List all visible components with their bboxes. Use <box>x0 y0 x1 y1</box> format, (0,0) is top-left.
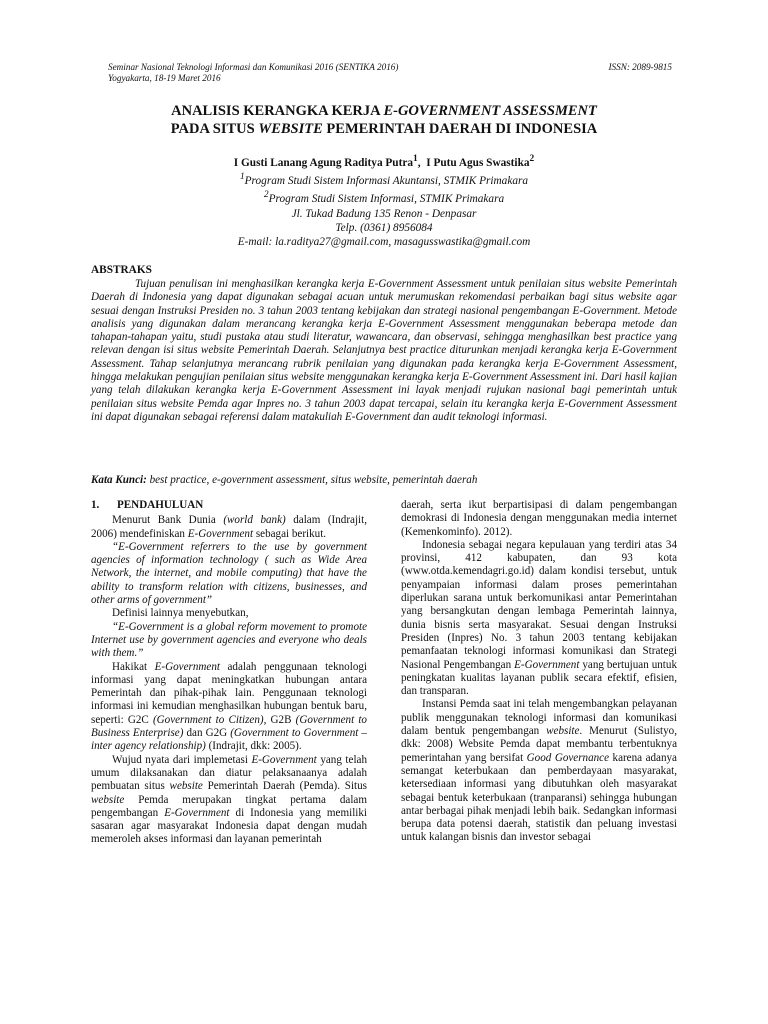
title-text: PADA SITUS <box>170 121 259 137</box>
affiliation-1 <box>0 170 768 188</box>
title-line-1 <box>0 102 768 120</box>
affiliation-text: Program Studi Sistem Informasi Akuntansi, STMIK Primakara <box>244 174 529 187</box>
affiliation-sup: 1 <box>239 172 245 183</box>
quote-2: “E-Government is a global reform movement to promote Internet use by government agencies and everyone who deals with them.” <box>91 620 367 660</box>
text: dalam (Indrajit, 2006) mendefiniskan <box>91 514 367 540</box>
keywords-label: Kata Kunci: <box>91 474 147 486</box>
text: Wujud nyata dari implemetasi <box>112 753 252 766</box>
text-italic: E-Government <box>164 806 230 819</box>
abstract-heading: ABSTRAKS <box>91 264 152 276</box>
title-text: PEMERINTAH DAERAH DI INDONESIA <box>322 121 598 137</box>
text: . Menurut (Sulistyo, dkk: 2008) Website Pemda dapat membantu terbentuknya pemerintahan yang bersifat <box>401 725 677 764</box>
text: Menurut Bank Dunia <box>112 514 224 527</box>
text-italic: E-Government <box>187 527 254 540</box>
title-text-italic: E-GOVERNMENT ASSESSMENT <box>383 103 597 119</box>
paragraph <box>401 539 677 699</box>
text-italic: (Government to Business Enterprise) <box>91 713 367 740</box>
running-header-left <box>108 62 398 84</box>
text: karena adanya semangat keterbukaan dan pemberdayaan masyarakat, ketersediaan informasi yang dibutuhkan oleh masyarakat sebagai bentuk keterbukaan (tranparansi) sehingga hubungan antar berbagai pihak menjadi lebih baik. Sedangkan informasi berupa data potensi daerah, statistik dan peluang investasi untuk kalangan bisnis dan investor sebagai <box>401 751 677 844</box>
text: Hakikat <box>112 660 155 673</box>
text-italic: (Government to Citizen), <box>152 713 267 726</box>
text-italic: E-Government <box>514 658 580 671</box>
text: dan G2G <box>183 727 231 740</box>
author-name: I Putu Agus Swastika <box>426 156 530 169</box>
affiliation-text: Program Studi Sistem Informasi, STMIK Primakara <box>268 193 505 206</box>
conference-location-date: Yogyakarta, 18-19 Maret 2016 <box>108 73 221 83</box>
text: yang bertujuan untuk peningkatan kualitas layanan publik secara efektif, efisien, dan transparan. <box>401 658 677 698</box>
author-sup: 2 <box>529 154 535 164</box>
text-italic: E-Government <box>154 660 220 673</box>
text-italic: Good Governance <box>526 751 610 764</box>
title-text-italic: WEBSITE <box>258 121 323 137</box>
text-italic: (Government to Government – inter agency relationship) <box>91 727 367 753</box>
author-sup: 1 <box>413 154 418 164</box>
keywords <box>91 474 677 486</box>
text-italic: website <box>546 725 580 738</box>
quote-1: “E-Government referrers to the use by government agencies of information technology ( such as Wide Area Network, the internet, and mobile computing) that have the ability to transform relation with citizens, businesses, and other arms of government” <box>91 540 367 607</box>
text: Pemda merupakan tingkat pertama dalam pengembangan <box>91 793 367 819</box>
text: Pemerintah Daerah (Pemda). Situs <box>202 780 367 793</box>
paragraph <box>91 661 367 754</box>
text-italic: website <box>91 793 125 806</box>
text: G2B <box>266 713 296 726</box>
text: di Indonesia yang memiliki sasaran agar masyarakat Indonesia dapat dengan mudah memeroleh akses informasi dan layanan pemerintah <box>91 806 367 846</box>
conference-name: Seminar Nasional Teknologi Informasi dan Komunikasi 2016 (SENTIKA 2016) <box>108 62 399 72</box>
abstract-body: Tujuan penulisan ini menghasilkan kerangka kerja E-Government Assessment untuk penilaian situs website Pemerintah Daerah di Indonesia yang dapat digunakan sebagai acuan untuk merumuskan rekomendasi perbaikan bagi situs website agar sesuai dengan Instruksi Presiden no. 3 tahun 2003 tentang kebijakan dan strategi nasional pengembangan E-Government. Metode analisis yang digunakan dalam merancang kerangka kerja E-Government Assessment menggunakan beberapa metode dan tahapan-tahapan yaitu, studi pustaka atau studi literatur, wawancara, dan observasi, sehingga menghasilkan best practice yang relevan dengan isi situs website Pemerintah Daerah. Selanjutnya best practice diturunkan menjadi kerangka kerja E-Government Assessment. Tahap selanjutnya merancang rubrik penilaian yang digunakan pada kerangka kerja E-Government Assessment, hingga melakukan pengujian penilaian situs website menggunakan kerangka kerja E-Government Assessment ini. Dari hasil kajian yang telah dilakukan kerangka kerja E-Government Assessment ini layak menjadi rujukan nasional bagi pemerintah untuk penilaian situs website Pemda agar Inpres no. 3 tahun 2003 dapat tercapai, selain itu kerangka kerja E-Government Assessment ini dapat digunakan sebagai referensi dalam matakuliah E-Government dan audit teknologi informasi. <box>91 278 677 423</box>
text: yang telah umum dilaksanakan dan diatur pelaksanaanya adalah pembuatan situs <box>91 753 367 793</box>
text: (Indrajit, dkk: 2005). <box>205 740 302 753</box>
text: adalah penggunaan teknologi informasi yang dapat meningkatkan hubungan antara Pemerintah dan pihak-pihak lain. Penggunaan teknologi informasi ini kemudian menghasilkan hubungan bentuk baru, seperti: G2C <box>91 660 367 726</box>
issn-label: ISSN: 2089-9815 <box>608 62 672 72</box>
text: Indonesia sebagai negara kepulauan yang terdiri atas 34 provinsi, 412 kabupaten, dan 93 kota (www.otda.kemendagri.go.id) dalam kondisi tersebut, untuk penyampaian informasi dalam proses pemerintahan diperlukan sarana untuk berkomunikasi antar Pemerintahan yang bersangkutan dengan lembaga Pemerintah lainnya, dunia bisnis serta masyarakat. Sesuai dengan Instruksi Presiden (Inpres) No. 3 tahun 2003 tentang kebijakan pemanfaatan teknologi informasi komunikasi dan Strategi Nasional Pengembangan <box>401 538 677 671</box>
keywords-text: best practice, e-government assessment, situs website, pemerintah daerah <box>146 474 478 486</box>
paragraph: daerah, serta ikut berpartisipasi di dalam pengembangan demokrasi di Indonesia dengan menggunakan media internet (Kemenkominfo). 2012). <box>401 499 677 538</box>
address: Jl. Tukad Badung 135 Renon - Denpasar <box>291 207 477 220</box>
text: Instansi Pemda saat ini telah mengembangkan pelayanan publik menggunakan teknologi informasi dan komunikasi dalam bentuk pengembangan <box>401 698 677 738</box>
text-italic: website <box>169 780 203 793</box>
paper-title <box>0 102 768 138</box>
column-left <box>91 499 367 847</box>
paragraph <box>91 514 367 541</box>
column-right <box>401 499 677 845</box>
title-line-2 <box>0 120 768 138</box>
author-block <box>0 152 768 250</box>
paragraph <box>401 698 677 844</box>
author-name: I Gusti Lanang Agung Raditya Putra <box>233 156 414 169</box>
email: E-mail: la.raditya27@gmail.com, masagusswastika@gmail.com <box>237 236 531 249</box>
text: sebagai berikut. <box>253 527 327 540</box>
phone: Telp. (0361) 8956084 <box>335 221 433 234</box>
author-names: I Gusti Lanang Agung Raditya Putra$^1$, I Putu Agus Swastika$^2$ <box>233 154 535 169</box>
affiliation-sup: 2 <box>263 190 269 201</box>
text-italic: E-Government <box>251 753 317 766</box>
section-heading <box>91 499 367 512</box>
affiliation-2 <box>0 188 768 206</box>
section-title: PENDAHULUAN <box>117 499 204 511</box>
text-italic: (world bank) <box>223 514 286 527</box>
paragraph <box>91 754 367 847</box>
paragraph: Definisi lainnya menyebutkan, <box>112 607 249 620</box>
title-text: ANALISIS KERANGKA KERJA <box>171 103 384 119</box>
section-number: 1. <box>91 499 100 511</box>
